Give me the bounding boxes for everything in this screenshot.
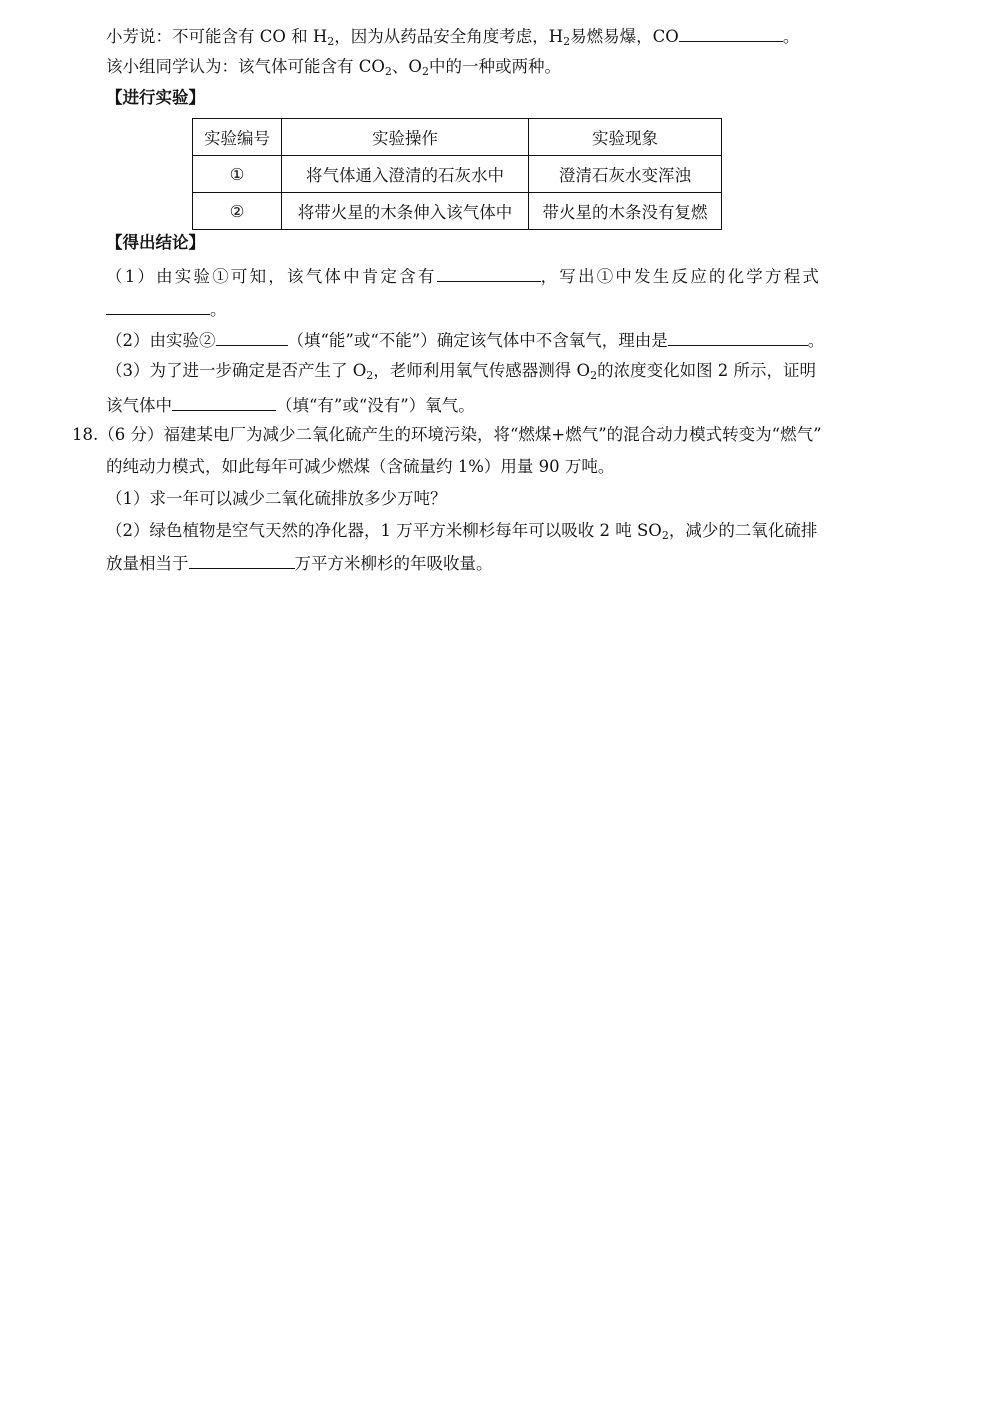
problem-18-sub-2: （2）绿色植物是空气天然的净化器，1 万平方米柳杉每年可以吸收 2 吨 $SO_2$，减少的二氧化硫排 xyxy=(106,521,818,542)
answer-blank-q3[interactable] xyxy=(172,392,276,411)
table-cell: ① xyxy=(193,156,282,193)
experiment-table xyxy=(192,118,722,230)
statement-xiaofang: 小芳说：不可能含有 CO 和 $H_2$，因为从药品安全角度考虑，$H_2$易燃易爆，CO 。 xyxy=(106,23,799,49)
table-header-cell: 实验编号 xyxy=(193,119,282,156)
section-heading-experiment: 【进行实验】 xyxy=(106,88,205,107)
statement-group: 该小组同学认为：该气体可能含有 $CO_2$、$O_2$中的一种或两种。 xyxy=(106,57,561,78)
answer-blank-q2-can[interactable] xyxy=(216,327,288,346)
answer-blank-q1-equation[interactable] xyxy=(106,296,210,315)
question-3: （3）为了进一步确定是否产生了 $O_2$，老师利用氧气传感器测得 $O_2$的浓度变化如图 2 所示，证明 xyxy=(106,361,817,382)
table-cell: 将带火星的木条伸入该气体中 xyxy=(282,193,529,230)
table-cell: ② xyxy=(193,193,282,230)
question-1: （1）由实验①可知，该气体中肯定含有 ，写出①中发生反应的化学方程式 xyxy=(106,263,821,289)
table-header-row xyxy=(193,119,722,156)
section-heading-conclusion: 【得出结论】 xyxy=(106,233,205,252)
answer-blank-co[interactable] xyxy=(679,23,783,42)
answer-blank-q1-gas[interactable] xyxy=(437,263,541,282)
question-3-cont: 该气体中 （填“有”或“没有”）氧气。 xyxy=(106,392,475,418)
table-header-cell: 实验现象 xyxy=(529,119,722,156)
answer-blank-18-2[interactable] xyxy=(189,550,295,569)
table-row xyxy=(193,193,722,230)
table-cell: 带火星的木条没有复燃 xyxy=(529,193,722,230)
problem-18-stem: 18.（6 分）福建某电厂为减少二氧化硫产生的环境污染，将“燃煤+燃气”的混合动力模式转变为“燃气” xyxy=(72,425,822,444)
question-1-cont: 。 xyxy=(106,296,227,322)
question-2: （2）由实验② （填“能”或“不能”）确定该气体中不含氧气，理由是 。 xyxy=(106,327,824,353)
table-cell: 澄清石灰水变浑浊 xyxy=(529,156,722,193)
problem-18-sub-2-cont: 放量相当于 万平方米柳杉的年吸收量。 xyxy=(106,550,493,576)
problem-18-sub-1: （1）求一年可以减少二氧化硫排放多少万吨？ xyxy=(106,489,447,508)
answer-blank-q2-reason[interactable] xyxy=(668,327,808,346)
table-row xyxy=(193,156,722,193)
problem-18-stem-cont: 的纯动力模式，如此每年可减少燃煤（含硫量约 1%）用量 90 万吨。 xyxy=(106,457,615,476)
table-header-cell: 实验操作 xyxy=(282,119,529,156)
table-cell: 将气体通入澄清的石灰水中 xyxy=(282,156,529,193)
